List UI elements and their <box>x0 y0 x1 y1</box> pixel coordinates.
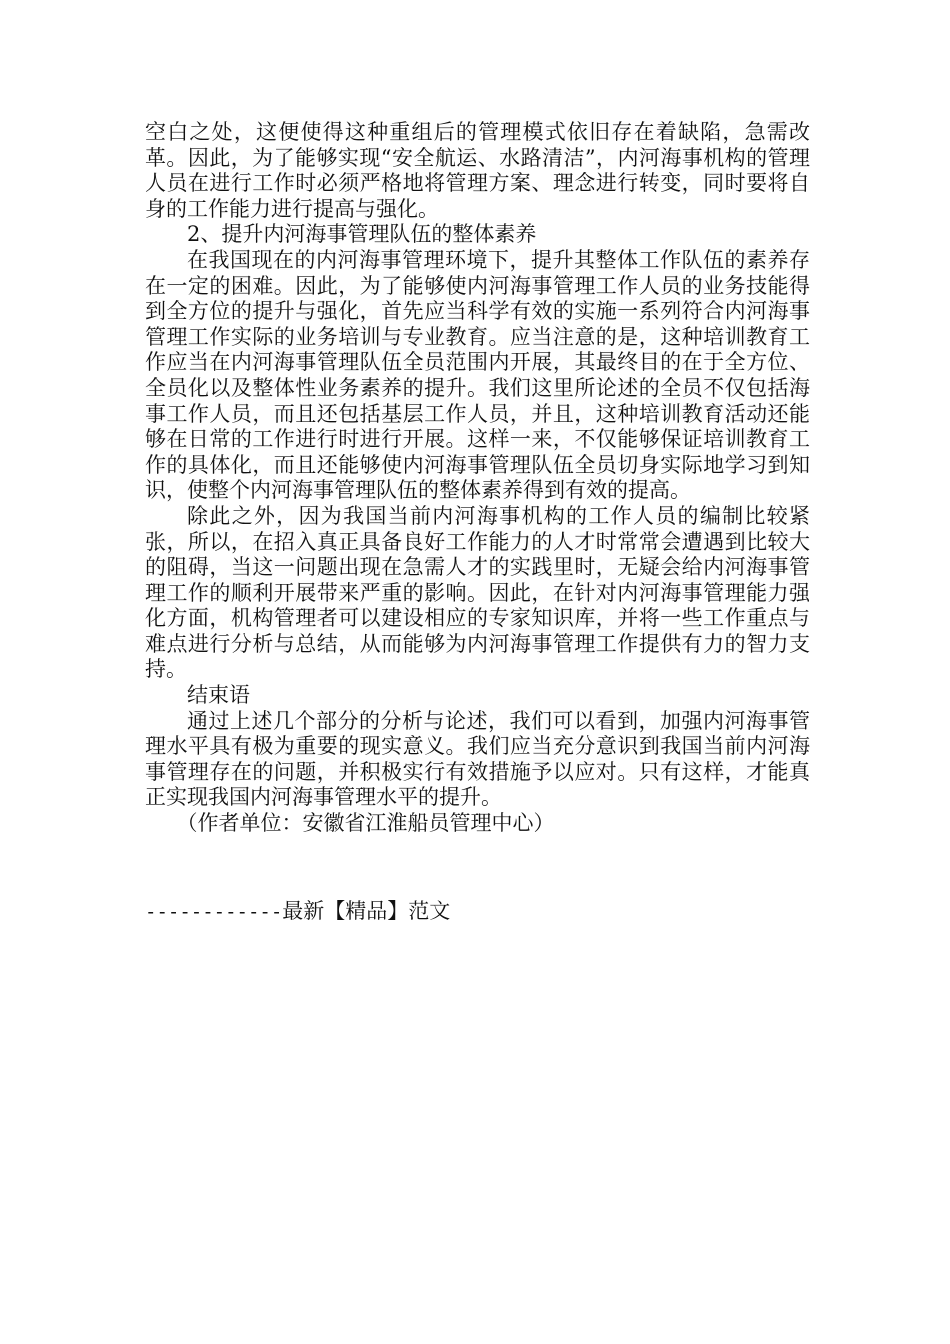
paragraph: 除此之外，因为我国当前内河海事机构的工作人员的编制比较紧张，所以，在招入真正具备良好工作能力的人才时常常会遭遇到比较大的阻碍，当这一问题出现在急需人才的实践里时，无疑会给内河海事管理工作的顺利开展带来严重的影响。因此，在针对内河海事管理能力强化方面，机构管理者可以建设相应的专家知识库，并将一些工作重点与难点进行分析与总结，从而能够为内河海事管理工作提供有力的智力支持。 <box>145 503 810 682</box>
author-affiliation: （作者单位：安徽省江淮船员管理中心） <box>176 811 555 836</box>
article-body <box>145 120 810 837</box>
footer-dashes: ------------ <box>145 901 283 923</box>
footer <box>145 898 450 925</box>
paragraph: 通过上述几个部分的分析与论述，我们可以看到，加强内河海事管理水平具有极为重要的现实意义。我们应当充分意识到我国当前内河海事管理存在的问题，并积极实行有效措施予以应对。只有这样，才能真正实现我国内河海事管理水平的提升。 <box>145 708 810 810</box>
paragraph-continuation: 空白之处，这便使得这种重组后的管理模式依旧存在着缺陷，急需改革。因此，为了能够实现“安全航运、水路清洁”，内河海事机构的管理人员在进行工作时必须严格地将管理方案、理念进行转变，同时要将自身的工作能力进行提高与强化。 <box>145 120 810 221</box>
paragraph: 在我国现在的内河海事管理环境下，提升其整体工作队伍的素养存在一定的困难。因此，为了能够使内河海事管理工作人员的业务技能得到全方位的提升与强化，首先应当科学有效的实施一系列符合内河海事管理工作实际的业务培训与专业教育。应当注意的是，这种培训教育工作应当在内河海事管理队伍全员范围内开展，其最终目的在于全方位、全员化以及整体性业务素养的提升。我们这里所论述的全员不仅包括海事工作人员，而且还包括基层工作人员，并且，这种培训教育活动还能够在日常的工作进行时进行开展。这样一来，不仅能够保证培训教育工作的具体化，而且还能够使内河海事管理队伍全员切身实际地学习到知识，使整个内河海事管理队伍的整体素养得到有效的提高。 <box>145 247 810 503</box>
section-heading: 2、提升内河海事管理队伍的整体素养 <box>187 222 537 247</box>
conclusion-heading: 结束语 <box>187 683 250 708</box>
footer-label: 最新【精品】范文 <box>282 899 451 923</box>
